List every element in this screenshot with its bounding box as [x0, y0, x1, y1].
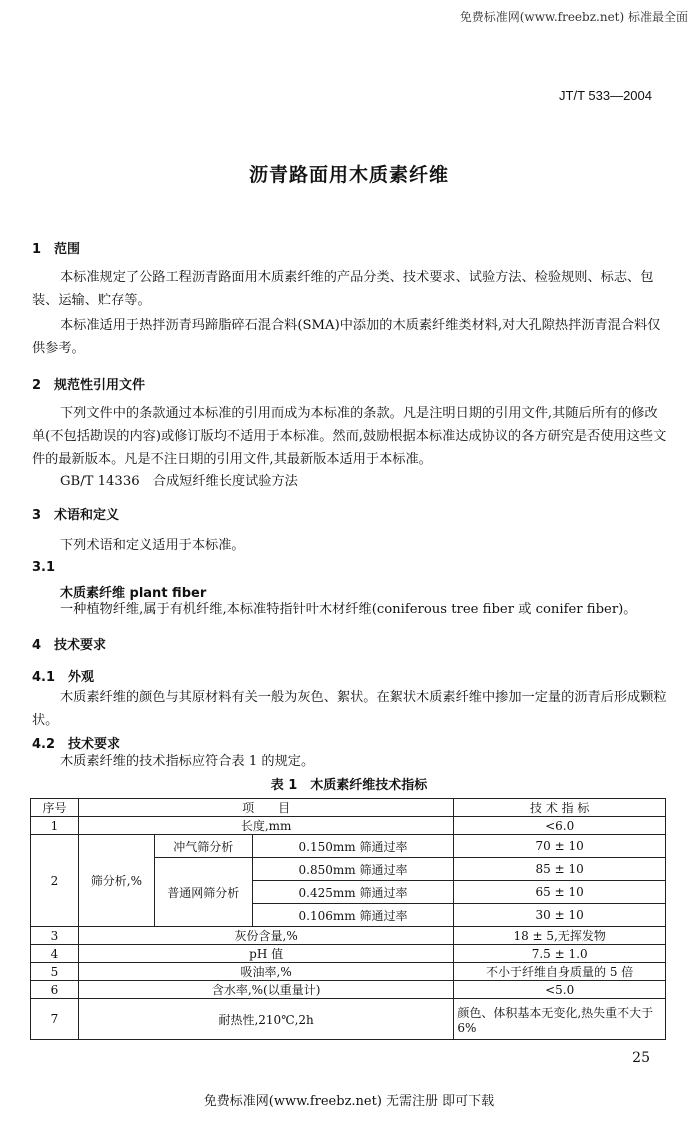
header-no: 序号 — [31, 799, 79, 817]
section-2-para-1: 下列文件中的条款通过本标准的引用而成为本标准的条款。凡是注明日期的引用文件,其随后所有的修改单(不包括勘误的内容)或修订版均不适用于本标准。然而,鼓励根据本标准达成协议的各方研究是否使用这些文件的最新版本。凡是不注日期的引用文件,其最新版本适用于本标准。 — [32, 406, 667, 467]
table-caption: 表 1 木质素纤维技术指标 — [270, 778, 428, 793]
table-row — [31, 817, 666, 835]
section-4-1-heading: 4.1 外观 — [32, 670, 95, 685]
section-4-2-para: 木质素纤维的技术指标应符合表 1 的规定。 — [60, 754, 315, 769]
header-spec: 技 术 指 标 — [454, 799, 666, 817]
row-item: 0.150mm 筛通过率 — [252, 835, 454, 858]
row-subgroup: 冲气筛分析 — [154, 835, 252, 858]
row-spec: 65 ± 10 — [454, 881, 666, 904]
row-no: 6 — [31, 981, 79, 999]
table-row — [31, 927, 666, 945]
section-1-para-1: 本标准规定了公路工程沥青路面用木质素纤维的产品分类、技术要求、试验方法、检验规则、标志、包装、运输、贮存等。 — [32, 270, 654, 308]
row-no: 5 — [31, 963, 79, 981]
row-no: 4 — [31, 945, 79, 963]
row-item: 长度,mm — [78, 817, 453, 835]
row-no: 3 — [31, 927, 79, 945]
section-4-2-heading: 4.2 技术要求 — [32, 737, 121, 752]
row-no: 2 — [31, 835, 79, 927]
row-item: 耐热性,210℃,2h — [78, 999, 453, 1040]
section-3-heading: 3 术语和定义 — [32, 508, 120, 523]
page-number: 25 — [632, 1050, 650, 1066]
table-row — [31, 963, 666, 981]
row-spec: 18 ± 5,无挥发物 — [454, 927, 666, 945]
row-item: 含水率,%(以重量计) — [78, 981, 453, 999]
row-item: pH 值 — [78, 945, 453, 963]
term-definition: 一种植物纤维,属于有机纤维,本标准特指针叶木材纤维(coniferous tree fiber 或 conifer fiber)。 — [60, 602, 637, 617]
section-2-heading: 2 规范性引用文件 — [32, 378, 146, 393]
section-1-para-2: 本标准适用于热拌沥青玛蹄脂碎石混合料(SMA)中添加的木质素纤维类材料,对大孔隙热拌沥青混合料仅供参考。 — [32, 318, 661, 356]
section-3-para-1: 下列术语和定义适用于本标准。 — [60, 538, 245, 553]
section-1-heading: 1 范围 — [32, 242, 81, 257]
section-4-1-para: 木质素纤维的颜色与其原材料有关一般为灰色、絮状。在絮状木质素纤维中掺加一定量的沥青后形成颗粒状。 — [32, 690, 667, 728]
row-no: 7 — [31, 999, 79, 1040]
table-row — [31, 981, 666, 999]
section-4-heading: 4 技术要求 — [32, 638, 107, 653]
row-subgroup: 普通网筛分析 — [154, 858, 252, 927]
row-spec: <5.0 — [454, 981, 666, 999]
row-spec: 30 ± 10 — [454, 904, 666, 927]
table-row — [31, 945, 666, 963]
header-item: 项 目 — [78, 799, 453, 817]
table-row — [31, 835, 666, 858]
row-spec: 85 ± 10 — [454, 858, 666, 881]
table-header-row — [31, 799, 666, 817]
spec-table — [30, 798, 666, 1040]
row-item: 灰份含量,% — [78, 927, 453, 945]
document-title: 沥青路面用木质素纤维 — [248, 164, 449, 186]
term-name: 木质素纤维 plant fiber — [60, 586, 207, 601]
standard-code: JT/T 533—2004 — [559, 88, 652, 103]
row-item: 0.106mm 筛通过率 — [252, 904, 454, 927]
row-spec: 颜色、体积基本无变化,热失重不大于 6% — [454, 999, 666, 1040]
row-spec: <6.0 — [454, 817, 666, 835]
table-row — [31, 999, 666, 1040]
row-item: 0.425mm 筛通过率 — [252, 881, 454, 904]
row-no: 1 — [31, 817, 79, 835]
section-3-1-number: 3.1 — [32, 560, 56, 575]
row-item: 吸油率,% — [78, 963, 453, 981]
row-group: 筛分析,% — [78, 835, 154, 927]
row-spec: 7.5 ± 1.0 — [454, 945, 666, 963]
section-2-reference: GB/T 14336 合成短纤维长度试验方法 — [60, 474, 298, 489]
watermark-bottom: 免费标准网(www.freebz.net) 无需注册 即可下载 — [203, 1094, 495, 1109]
row-item: 0.850mm 筛通过率 — [252, 858, 454, 881]
row-spec: 70 ± 10 — [454, 835, 666, 858]
watermark-top: 免费标准网(www.freebz.net) 标准最全面 — [459, 10, 688, 24]
row-spec: 不小于纤维自身质量的 5 倍 — [454, 963, 666, 981]
